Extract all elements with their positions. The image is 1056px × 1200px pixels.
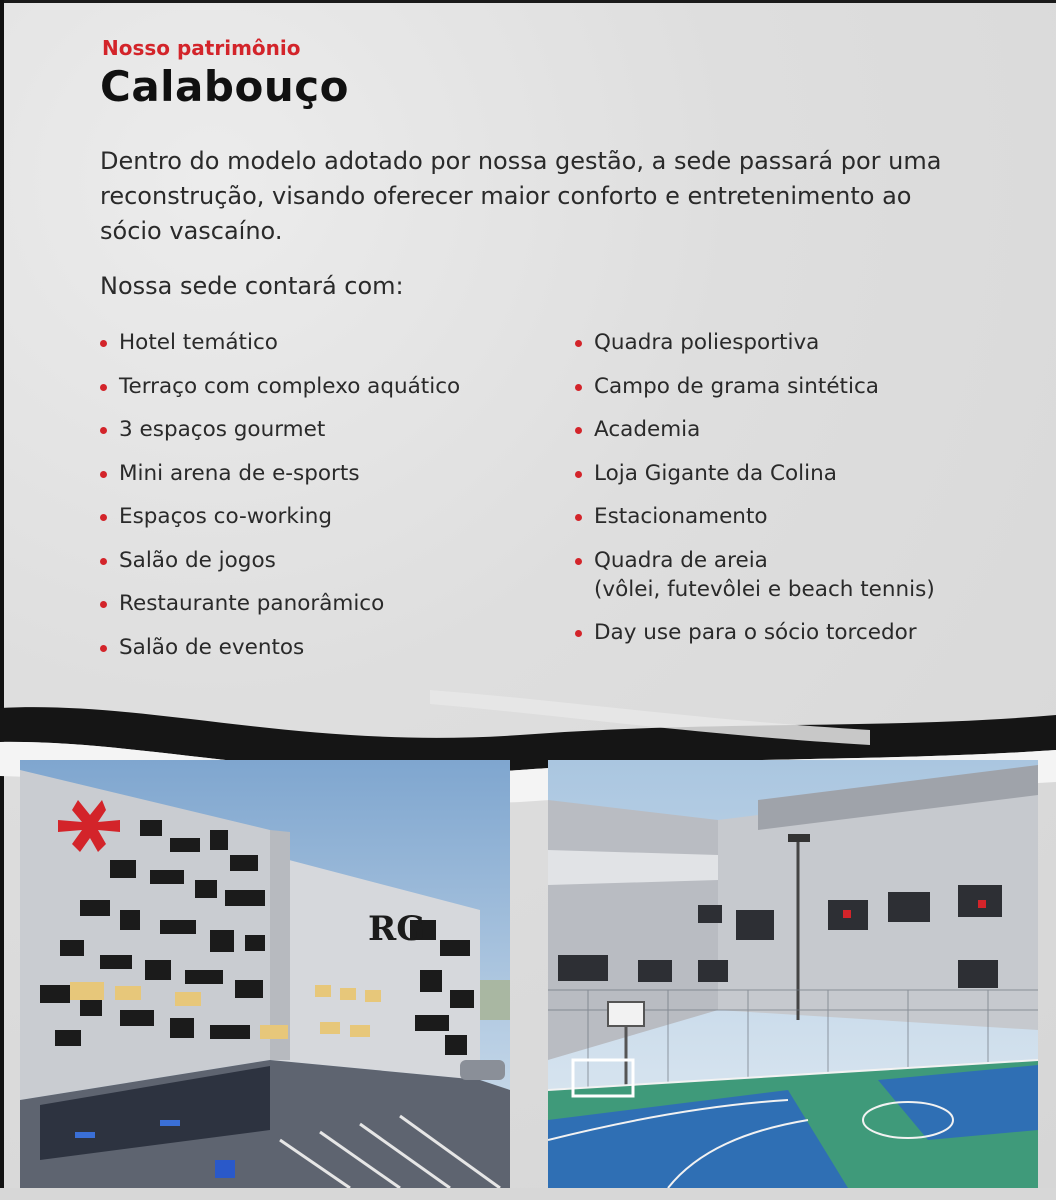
courtyard-rendering-image bbox=[548, 760, 1038, 1188]
left-border bbox=[0, 0, 4, 1200]
bullet-icon bbox=[575, 427, 582, 434]
list-item: Espaços co-working bbox=[100, 502, 460, 531]
list-item: Hotel temático bbox=[100, 328, 460, 357]
list-item: Estacionamento bbox=[575, 502, 935, 531]
building-rendering-image bbox=[20, 760, 510, 1188]
bullet-icon bbox=[100, 384, 107, 391]
amenities-list-left bbox=[100, 328, 460, 676]
amenities-list-right bbox=[575, 328, 935, 662]
bullet-icon bbox=[575, 558, 582, 565]
list-item: Campo de grama sintética bbox=[575, 372, 935, 401]
bullet-icon bbox=[100, 645, 107, 652]
section-kicker: Nosso patrimônio bbox=[102, 36, 301, 60]
intro-paragraph: Dentro do modelo adotado por nossa gestão, a sede passará por uma reconstrução, visando oferecer maior conforto e entretenimento ao sócio vascaíno. bbox=[100, 147, 942, 245]
bullet-icon bbox=[100, 601, 107, 608]
bullet-icon bbox=[100, 514, 107, 521]
building-monogram: RG bbox=[368, 909, 426, 949]
page-title: Calabouço bbox=[100, 62, 349, 111]
list-item: Quadra de areia (vôlei, futevôlei e beach tennis) bbox=[575, 546, 935, 604]
bottom-strip bbox=[0, 1188, 1056, 1200]
bullet-icon bbox=[575, 340, 582, 347]
list-item: Day use para o sócio torcedor bbox=[575, 618, 935, 647]
amenities-heading: Nossa sede contará com: bbox=[100, 272, 404, 300]
bullet-icon bbox=[575, 630, 582, 637]
list-item: 3 espaços gourmet bbox=[100, 415, 460, 444]
list-item: Loja Gigante da Colina bbox=[575, 459, 935, 488]
bullet-icon bbox=[100, 471, 107, 478]
bullet-icon bbox=[100, 558, 107, 565]
list-item: Terraço com complexo aquático bbox=[100, 372, 460, 401]
list-item: Quadra poliesportiva bbox=[575, 328, 935, 357]
bullet-icon bbox=[100, 340, 107, 347]
bullet-icon bbox=[575, 471, 582, 478]
list-item-detail: (vôlei, futevôlei e beach tennis) bbox=[594, 576, 935, 602]
list-item: Restaurante panorâmico bbox=[100, 589, 460, 618]
list-item: Salão de eventos bbox=[100, 633, 460, 662]
bullet-icon bbox=[575, 384, 582, 391]
bullet-icon bbox=[575, 514, 582, 521]
bullet-icon bbox=[100, 427, 107, 434]
list-item: Academia bbox=[575, 415, 935, 444]
list-item: Mini arena de e-sports bbox=[100, 459, 460, 488]
list-item: Salão de jogos bbox=[100, 546, 460, 575]
top-border bbox=[0, 0, 1056, 3]
